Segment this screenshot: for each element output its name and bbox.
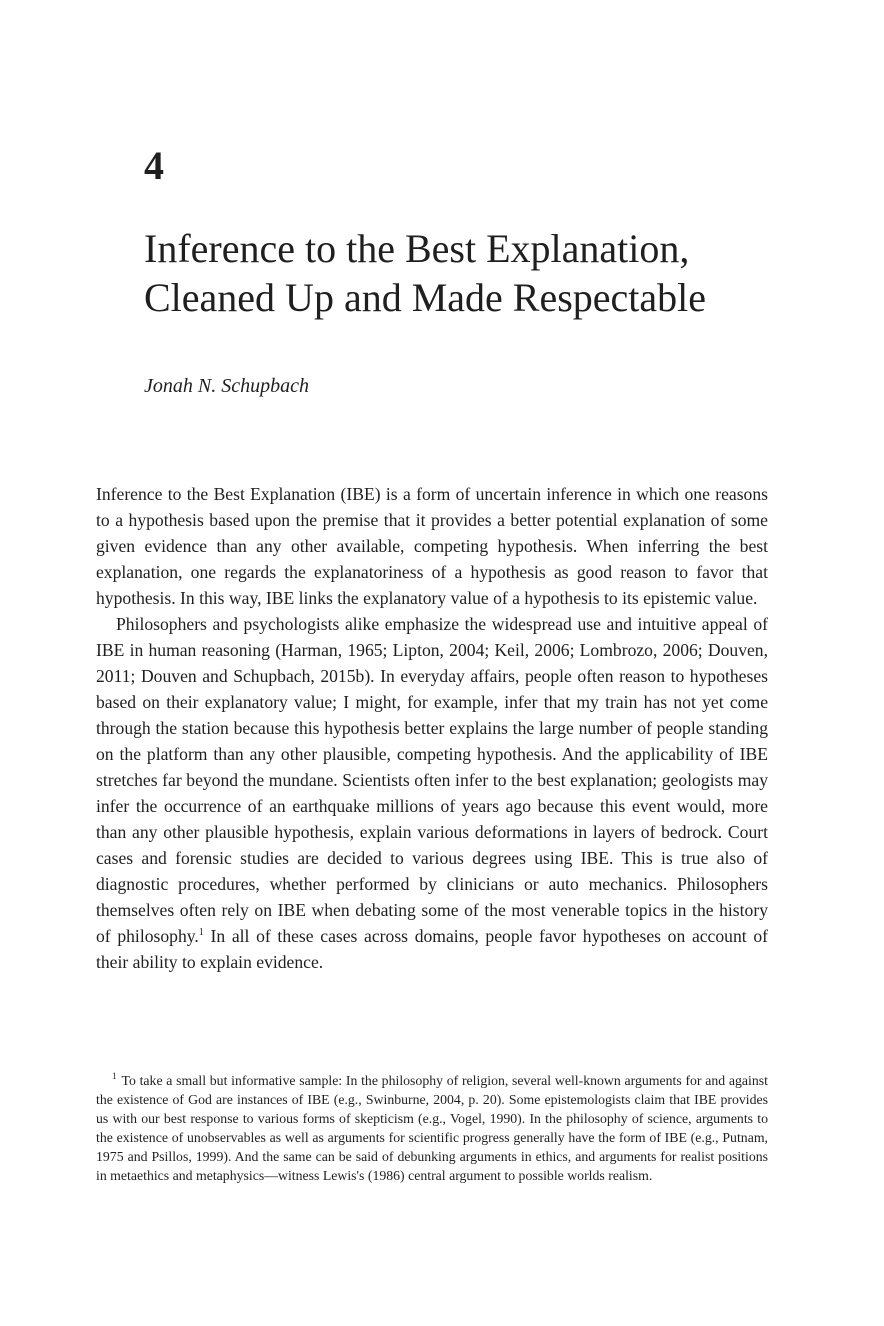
footnote-reference[interactable]: 1 xyxy=(198,927,204,939)
paragraph-2-text: Philosophers and psychologists alike emphasize the widespread use and intuitive appeal of IBE in human reasoning (Harman, 1965; Lipton, 2004; Keil, 2006; Lombrozo, 2006; Douven, 2011; Douven and Schupbach, 2015b). In everyday affairs, people often reason to hypotheses based on their explanatory value; I might, for example, infer that my train has not yet come through the station because this hypothesis better explains the large number of people standing on the platform than any other plausible, competing hypothesis. And the applicability of IBE stretches far beyond the mundane. Scientists often infer to the best explanation; geologists may infer the occurrence of an earthquake millions of years ago because this event would, more than any other plausible hypothesis, explain various deformations in layers of bedrock. Court cases and forensic studies are decided to various degrees using IBE. This is true also of diagnostic procedures, whether performed by clinicians or auto mechanics. Philosophers themselves often rely on IBE when debating some of the most venerable topics in the history of philosophy. xyxy=(96,614,768,946)
chapter-title-line-1: Inference to the Best Explanation, xyxy=(144,226,690,271)
paragraph-1: Inference to the Best Explanation (IBE) is a form of uncertain inference in which one reasons to a hypothesis based upon the premise that it provides a better potential explanation of some given evidence than any other available, competing hypothesis. When inferring the best explanation, one regards the explanatoriness of a hypothesis as good reason to favor that hypothesis. In this way, IBE links the explanatory value of a hypothesis to its epistemic value. xyxy=(96,484,768,608)
chapter-title xyxy=(144,224,804,322)
footnote xyxy=(96,1071,768,1185)
paragraph-2 xyxy=(96,611,768,975)
author-name: Jonah N. Schupbach xyxy=(144,375,309,397)
footnote-text: To take a small but informative sample: In the philosophy of religion, several well-known arguments for and against the existence of God are instances of IBE (e.g., Swinburne, 2004, p. 20). Some epistemologists claim that IBE provides us with our best response to various forms of skepticism (e.g., Vogel, 1990). In the philosophy of science, arguments to the existence of unobservables as well as arguments for scientific progress generally have the form of IBE (e.g., Putnam, 1975 and Psillos, 1999). And the same can be said of debunking arguments in ethics, and arguments for realist positions in metaethics and metaphysics—witness Lewis's (1986) central argument to possible worlds realism. xyxy=(96,1073,768,1183)
chapter-title-line-2: Cleaned Up and Made Respectable xyxy=(144,275,707,320)
chapter-number: 4 xyxy=(144,143,164,188)
body-text xyxy=(96,481,768,975)
paragraph-2-continued: In all of these cases across domains, people favor hypotheses on account of their ability to explain evidence. xyxy=(96,926,768,972)
footnote-marker: 1 xyxy=(112,1071,117,1082)
